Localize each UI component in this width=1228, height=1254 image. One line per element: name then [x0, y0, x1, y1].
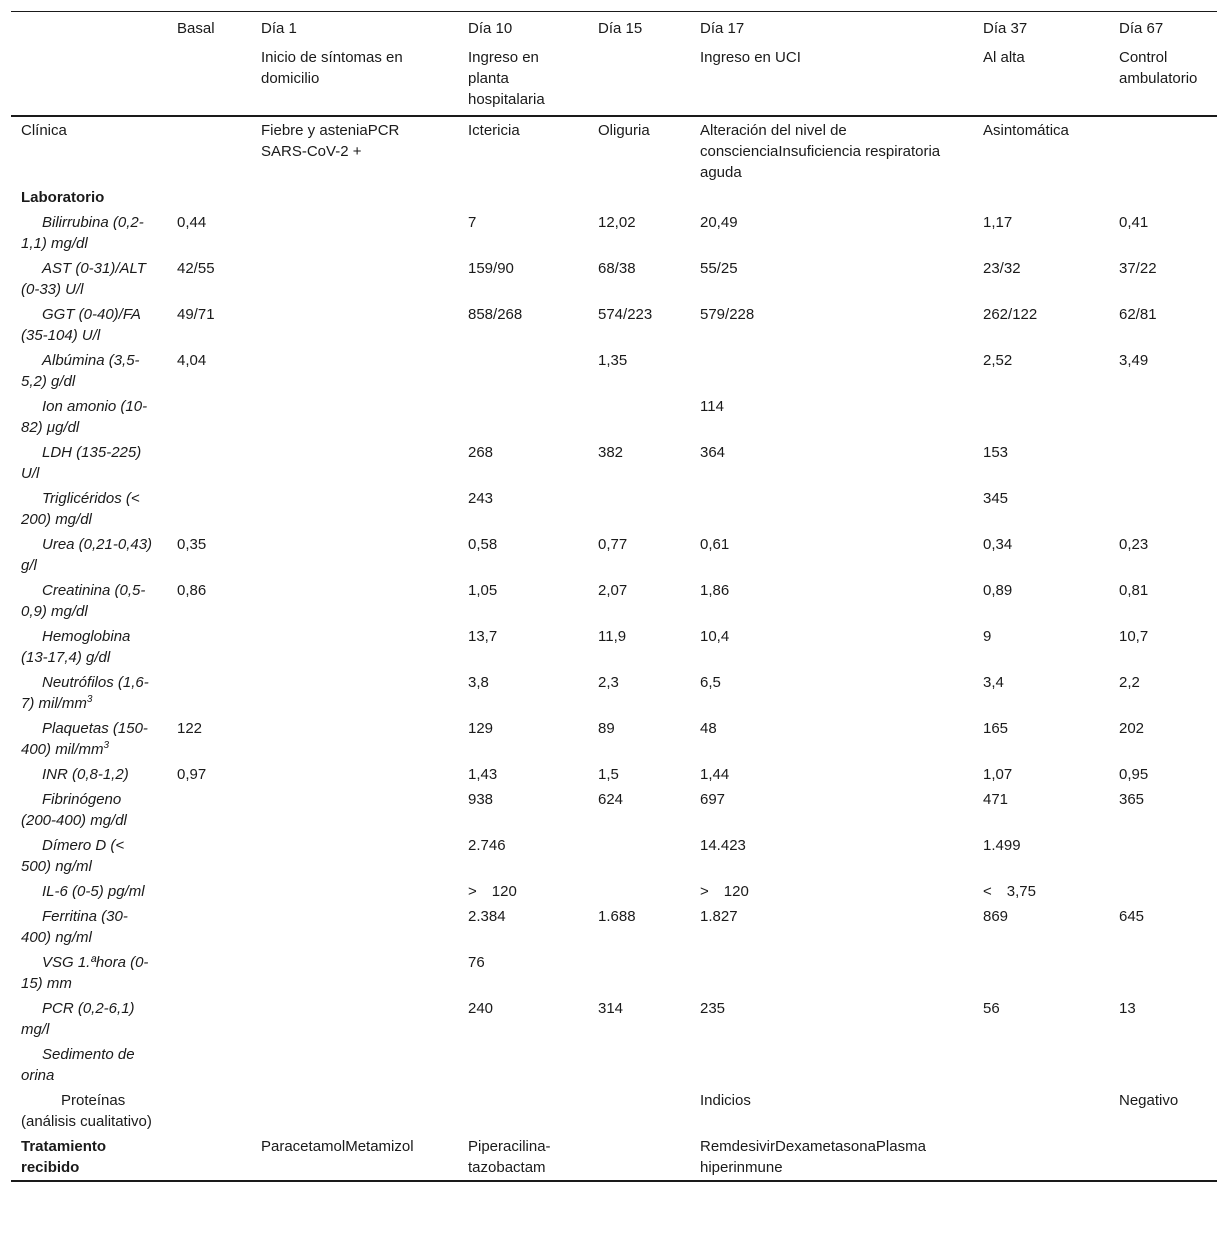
header-event-day-67: Control ambulatorio: [1109, 45, 1217, 116]
lab-value-cell: 0,61: [700, 536, 730, 553]
lab-value-cell: 114: [700, 398, 724, 415]
proteinas-value-cell: [167, 1088, 251, 1134]
lab-value-cell: 3,4: [983, 674, 1004, 691]
lab-value-cell: [251, 904, 458, 950]
proteinas-value-cell: [458, 1088, 588, 1134]
lab-label: Dímero D (< 500) ng/ml: [21, 837, 140, 875]
header-day-17: Día 17: [690, 12, 973, 46]
lab-value-cell: 1,86: [700, 582, 730, 599]
lab-value-cell: [167, 670, 251, 716]
lab-row: [11, 210, 1217, 256]
lab-label: Neutrófilos (1,6-7) mil/$mm^3$: [21, 674, 149, 712]
lab-value-cell: 7: [468, 214, 477, 231]
lab-value-cell: [1109, 1042, 1217, 1088]
lab-value-cell: 1,17: [983, 214, 1013, 231]
lab-value-cell: 0,34: [983, 536, 1013, 553]
lab-value-cell: [973, 1042, 1109, 1088]
tratamiento-value-cell: [588, 1134, 690, 1181]
lab-value-cell: [167, 904, 251, 950]
lab-value-cell: [588, 879, 690, 904]
lab-value-cell: 2.384: [468, 908, 506, 925]
header-event-empty: [11, 45, 167, 116]
header-event-day-17: Ingreso en UCI: [690, 45, 973, 116]
lab-value-cell: [458, 394, 588, 440]
lab-value-cell: [167, 996, 251, 1042]
lab-label: AST (0-31)/ALT (0-33) U/l: [21, 260, 146, 298]
lab-value-cell: 9: [983, 628, 992, 645]
lab-value-cell: 574/223: [598, 306, 653, 323]
tratamiento-value-cell: ParacetamolMetamizol: [251, 1134, 458, 1181]
lab-label: LDH (135-225) U/l: [21, 444, 142, 482]
lab-value-cell: 938: [468, 791, 494, 808]
lab-value-cell: [251, 670, 458, 716]
clinica-cell: [167, 116, 251, 185]
lab-value-cell: 76: [468, 954, 485, 971]
lab-value-cell: 14.423: [700, 837, 746, 854]
lab-value-cell: [1109, 879, 1217, 904]
lab-value-cell: [251, 394, 458, 440]
proteinas-value-cell: [588, 1088, 690, 1134]
lab-value-cell: 0,23: [1119, 536, 1149, 553]
lab-value-cell: [251, 716, 458, 762]
lab-value-cell: [1109, 394, 1217, 440]
laboratorio-section-label: Laboratorio: [21, 189, 105, 206]
lab-row: [11, 532, 1217, 578]
lab-value-cell: 3,49: [1119, 352, 1149, 369]
lab-value-cell: 0,58: [468, 536, 498, 553]
lab-label: Triglicéridos (< 200) mg/dl: [21, 490, 155, 528]
lab-value-cell: [251, 532, 458, 578]
clinica-cell: Alteración del nivel de conscienciaInsuficiencia respiratoria aguda: [700, 122, 941, 181]
proteinas-value-cell: [973, 1088, 1109, 1134]
lab-value-cell: 2.746: [468, 837, 506, 854]
lab-value-cell: [167, 624, 251, 670]
lab-value-cell: [167, 440, 251, 486]
clinica-cell: [1109, 116, 1217, 185]
lab-value-cell: [690, 950, 973, 996]
lab-value-cell: 235: [700, 1000, 726, 1017]
lab-value-cell: 1.499: [983, 837, 1021, 854]
lab-value-cell: [588, 1042, 690, 1088]
lab-value-cell: 471: [983, 791, 1009, 808]
lab-value-cell: 262/122: [983, 306, 1038, 323]
lab-value-cell: [167, 833, 251, 879]
lab-value-cell: 0,41: [1119, 214, 1149, 231]
lab-value-cell: 122: [177, 720, 203, 737]
header-corner: [11, 12, 167, 46]
lab-row: [11, 486, 1217, 532]
lab-value-cell: 579/228: [700, 306, 755, 323]
proteinas-value-cell: Negativo: [1119, 1092, 1179, 1109]
lab-value-cell: 129: [468, 720, 494, 737]
lab-label: GGT (0-40)/FA (35-104) U/l: [21, 306, 141, 344]
lab-value-cell: 697: [700, 791, 726, 808]
lab-label: Plaquetas (150-400) mil/$mm^3$: [21, 720, 148, 758]
lab-value-cell: [251, 578, 458, 624]
lab-value-cell: 240: [468, 1000, 494, 1017]
lab-label: IL-6 (0-5) pg/ml: [42, 883, 145, 900]
header-event-basal: [167, 45, 251, 116]
lab-value-cell: 243: [468, 490, 494, 507]
lab-value-cell: [251, 256, 458, 302]
clinica-label: Clínica: [21, 122, 67, 139]
lab-label: Ion amonio (10-82) μg/dl: [21, 398, 148, 436]
lab-value-cell: 10,7: [1119, 628, 1149, 645]
lab-value-cell: 68/38: [598, 260, 636, 277]
lab-label: Ferritina (30-400) ng/ml: [21, 908, 128, 946]
lab-value-cell: [588, 833, 690, 879]
lab-value-cell: 0,44: [177, 214, 207, 231]
tratamiento-value-cell: [1109, 1134, 1217, 1181]
lab-value-cell: 0,81: [1119, 582, 1149, 599]
lab-value-cell: [251, 302, 458, 348]
lab-value-cell: 48: [700, 720, 717, 737]
lab-row: [11, 879, 1217, 904]
lab-label: Sedimento de orina: [21, 1046, 135, 1084]
lab-row: [11, 1042, 1217, 1088]
tratamiento-label: Tratamiento recibido: [11, 1134, 167, 1181]
lab-value-cell: 165: [983, 720, 1009, 737]
lab-value-cell: 55/25: [700, 260, 738, 277]
lab-value-cell: 268: [468, 444, 494, 461]
lab-value-cell: [458, 1042, 588, 1088]
lab-value-cell: 2,2: [1119, 674, 1140, 691]
lab-value-cell: 1,07: [983, 766, 1013, 783]
lab-value-cell: [251, 486, 458, 532]
lab-value-cell: [251, 879, 458, 904]
header-event-day-1: Inicio de síntomas en domicilio: [251, 45, 458, 116]
lab-value-cell: 0,77: [598, 536, 628, 553]
lab-value-cell: > 120: [700, 883, 749, 900]
lab-row: [11, 256, 1217, 302]
lab-label: INR (0,8-1,2): [42, 766, 129, 783]
lab-value-cell: 13: [1119, 1000, 1136, 1017]
lab-value-cell: [1109, 486, 1217, 532]
lab-value-cell: [251, 996, 458, 1042]
tratamiento-value-cell: RemdesivirDexametasonaPlasma hiperinmune: [690, 1134, 973, 1181]
lab-value-cell: 42/55: [177, 260, 215, 277]
clinica-row: [11, 116, 1217, 185]
lab-value-cell: [588, 486, 690, 532]
tratamiento-value-cell: [973, 1134, 1109, 1181]
lab-value-cell: [1109, 440, 1217, 486]
lab-value-cell: 2,52: [983, 352, 1013, 369]
lab-value-cell: [1109, 833, 1217, 879]
lab-row: [11, 762, 1217, 787]
lab-row: [11, 950, 1217, 996]
lab-value-cell: [690, 486, 973, 532]
lab-value-cell: [167, 950, 251, 996]
lab-value-cell: 4,04: [177, 352, 207, 369]
header-event-day-37: Al alta: [973, 45, 1109, 116]
lab-value-cell: 0,35: [177, 536, 207, 553]
lab-value-cell: 159/90: [468, 260, 514, 277]
lab-value-cell: [167, 486, 251, 532]
lab-label: Hemoglobina (13-17,4) g/dl: [21, 628, 131, 666]
header-event-day-10: Ingreso en planta hospitalaria: [458, 45, 588, 116]
proteinas-row: [11, 1088, 1217, 1134]
lab-value-cell: 314: [598, 1000, 624, 1017]
lab-value-cell: 49/71: [177, 306, 215, 323]
lab-value-cell: 1,43: [468, 766, 498, 783]
lab-row: [11, 996, 1217, 1042]
lab-label: VSG 1.ªhora (0-15) mm: [21, 954, 149, 992]
lab-label: PCR (0,2-6,1) mg/l: [21, 1000, 135, 1038]
lab-row: [11, 348, 1217, 394]
lab-value-cell: [251, 440, 458, 486]
lab-value-cell: > 120: [468, 883, 517, 900]
lab-value-cell: [167, 879, 251, 904]
lab-row: [11, 394, 1217, 440]
lab-value-cell: 1,35: [598, 352, 628, 369]
lab-value-cell: [167, 394, 251, 440]
lab-value-cell: < 3,75: [983, 883, 1036, 900]
lab-value-cell: [1109, 950, 1217, 996]
lab-value-cell: 13,7: [468, 628, 498, 645]
lab-value-cell: 56: [983, 1000, 1000, 1017]
lab-row: [11, 440, 1217, 486]
lab-row: [11, 578, 1217, 624]
clinica-cell: Oliguria: [598, 122, 650, 139]
lab-value-cell: [690, 348, 973, 394]
lab-value-cell: 365: [1119, 791, 1145, 808]
header-day-basal: Basal: [167, 12, 251, 46]
lab-label: Urea (0,21-0,43) g/l: [21, 536, 153, 574]
clinica-cell: Asintomática: [983, 122, 1069, 139]
lab-value-cell: 1.827: [700, 908, 738, 925]
lab-value-cell: 0,89: [983, 582, 1013, 599]
lab-results-table: [11, 11, 1217, 1182]
header-day-15: Día 15: [588, 12, 690, 46]
lab-value-cell: 645: [1119, 908, 1145, 925]
lab-value-cell: 89: [598, 720, 615, 737]
lab-value-cell: [251, 950, 458, 996]
lab-value-cell: 3,8: [468, 674, 489, 691]
lab-value-cell: 364: [700, 444, 726, 461]
lab-value-cell: 6,5: [700, 674, 721, 691]
lab-value-cell: 12,02: [598, 214, 636, 231]
lab-row: [11, 833, 1217, 879]
lab-label: Albúmina (3,5-5,2) g/dl: [21, 352, 140, 390]
lab-value-cell: 0,97: [177, 766, 207, 783]
lab-value-cell: 10,4: [700, 628, 730, 645]
lab-label: Fibrinógeno (200-400) mg/dl: [21, 791, 127, 829]
lab-value-cell: 37/22: [1119, 260, 1157, 277]
lab-value-cell: 858/268: [468, 306, 523, 323]
lab-row: [11, 624, 1217, 670]
header-day-67: Día 67: [1109, 12, 1217, 46]
clinica-cell: Fiebre y asteniaPCR SARS-CoV-2 +: [261, 122, 400, 160]
lab-value-cell: 2,07: [598, 582, 628, 599]
lab-value-cell: [167, 787, 251, 833]
lab-value-cell: [458, 348, 588, 394]
lab-value-cell: [973, 950, 1109, 996]
lab-row: [11, 716, 1217, 762]
tratamiento-value-cell: Piperacilina-tazobactam: [458, 1134, 588, 1181]
lab-value-cell: 1.688: [598, 908, 636, 925]
lab-row: [11, 670, 1217, 716]
lab-value-cell: [251, 787, 458, 833]
header-day-37: Día 37: [973, 12, 1109, 46]
proteinas-value-cell: Indicios: [700, 1092, 751, 1109]
lab-value-cell: [251, 1042, 458, 1088]
lab-value-cell: 0,86: [177, 582, 207, 599]
lab-value-cell: 11,9: [598, 628, 627, 645]
lab-value-cell: [251, 762, 458, 787]
lab-value-cell: 23/32: [983, 260, 1021, 277]
lab-value-cell: 62/81: [1119, 306, 1157, 323]
lab-value-cell: 1,05: [468, 582, 498, 599]
lab-value-cell: [588, 950, 690, 996]
laboratorio-section-row: [11, 185, 1217, 210]
lab-value-cell: [167, 1042, 251, 1088]
lab-label: Creatinina (0,5-0,9) mg/dl: [21, 582, 146, 620]
lab-value-cell: 2,3: [598, 674, 619, 691]
clinica-cell: Ictericia: [468, 122, 520, 139]
header-day-10: Día 10: [458, 12, 588, 46]
proteinas-value-cell: [251, 1088, 458, 1134]
lab-value-cell: [251, 210, 458, 256]
lab-value-cell: 20,49: [700, 214, 738, 231]
lab-value-cell: [251, 624, 458, 670]
header-events-row: [11, 45, 1217, 116]
lab-value-cell: 0,95: [1119, 766, 1149, 783]
lab-results-table-container: [11, 11, 1217, 1182]
lab-row: [11, 904, 1217, 950]
lab-value-cell: 345: [983, 490, 1009, 507]
lab-value-cell: [588, 394, 690, 440]
lab-value-cell: [251, 833, 458, 879]
header-event-day-15: [588, 45, 690, 116]
lab-row: [11, 302, 1217, 348]
tratamiento-value-cell: [167, 1134, 251, 1181]
lab-label: Bilirrubina (0,2-1,1) mg/dl: [21, 214, 144, 252]
lab-value-cell: [251, 348, 458, 394]
tratamiento-row: [11, 1134, 1217, 1181]
lab-row: [11, 787, 1217, 833]
lab-value-cell: 382: [598, 444, 624, 461]
lab-value-cell: 1,44: [700, 766, 730, 783]
header-day-1: Día 1: [251, 12, 458, 46]
lab-value-cell: 1,5: [598, 766, 619, 783]
lab-value-cell: 202: [1119, 720, 1145, 737]
lab-value-cell: [690, 1042, 973, 1088]
header-days-row: [11, 12, 1217, 46]
lab-value-cell: 153: [983, 444, 1009, 461]
lab-value-cell: 624: [598, 791, 624, 808]
proteinas-label: Proteínas (análisis cualitativo): [21, 1092, 152, 1130]
lab-value-cell: 869: [983, 908, 1009, 925]
lab-value-cell: [973, 394, 1109, 440]
